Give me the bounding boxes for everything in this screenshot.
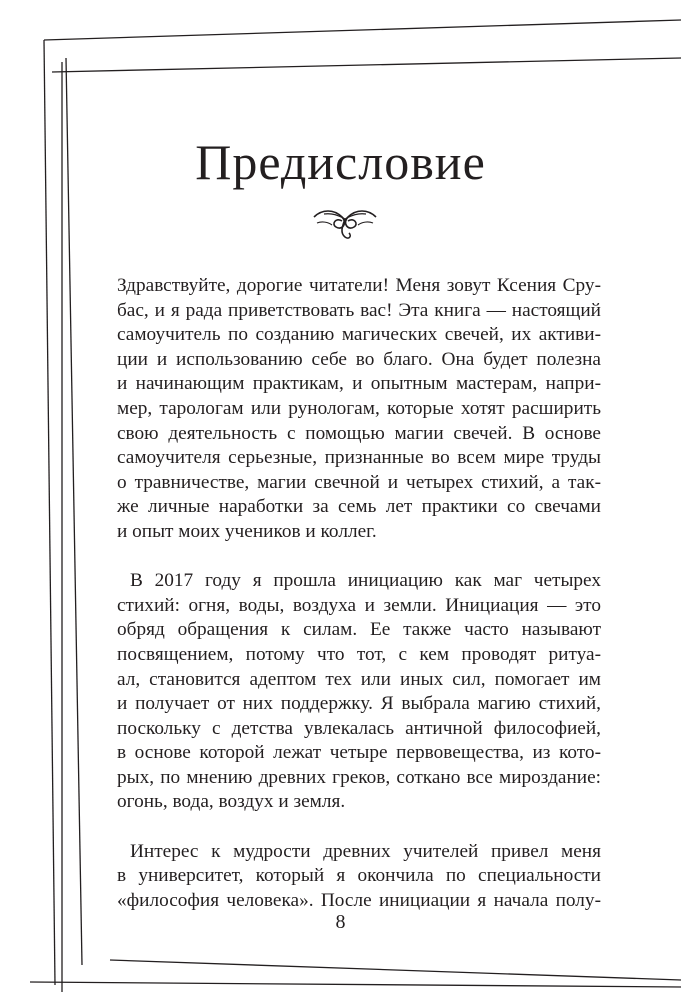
text-line: и начинающим практикам, и опытным мастерам, напри- [117,373,601,395]
text-line: стихий: огня, воды, воздуха и земли. Инициация — это [117,594,601,616]
page-title: Предисловие [195,134,486,190]
text-line: и получает от них поддержку. Я выбрала магию стихий, [117,693,601,715]
paragraph-3 [117,840,601,914]
text-line: Интерес к мудрости древних учителей привел меня [130,840,601,862]
text-line: самоучителя серьезные, признанные во всем мире труды [117,447,601,469]
frame-inner-left [66,58,82,965]
text-line: поскольку с детства увлекалась античной философией, [117,717,601,739]
text-line: Здравствуйте, дорогие читатели! Меня зовут Ксения Сру- [117,275,601,296]
paragraph-2 [117,569,601,815]
text-line: самоучитель по созданию магических свечей, их активи- [117,324,601,346]
flourish-ornament-icon [312,203,378,243]
text-line: рых, по мнению древних греков, соткано все мироздание: [117,766,601,788]
text-line: ции и использованию себе во благо. Она будет полезна [117,348,601,370]
frame-bottom-line [30,982,681,987]
page-number: 8 [335,911,346,933]
body-text [117,274,601,913]
text-line: мер, тарологам или рунологам, которые хотят расширить [117,397,601,419]
text-line: огонь, вода, воздух и земля. [117,791,346,813]
frame-outer-line [44,20,681,40]
text-line: свою деятельность с помощью магии свечей. В основе [117,422,601,444]
text-line: в университет, который я окончила по специальности [117,865,601,887]
frame-inner-top [52,58,681,72]
text-line: В 2017 году я прошла инициацию как маг четырех [130,570,601,592]
text-line: и опыт моих учеников и коллег. [117,520,377,542]
text-line: ал, становится адептом тех или иных сил, помогает им [117,668,601,690]
text-line: посвящением, потому что тот, с кем проводят ритуа- [117,643,601,665]
text-line: о травничестве, магии свечной и четырех стихий, а так- [117,471,601,493]
text-line: обряд обращения к силам. Ее также часто называют [117,619,601,641]
text-line: «философия человека». После инициации я начала полу- [117,889,601,911]
text-line: в основе которой лежат четыре первовещества, из кото- [117,742,601,764]
text-line: же личные наработки за семь лет практики со свечами [117,496,601,518]
text-line: бас, и я рада приветствовать вас! Эта книга — настоящий [117,299,601,321]
frame-bottom-line-2 [110,960,681,980]
paragraph-1 [117,274,601,545]
